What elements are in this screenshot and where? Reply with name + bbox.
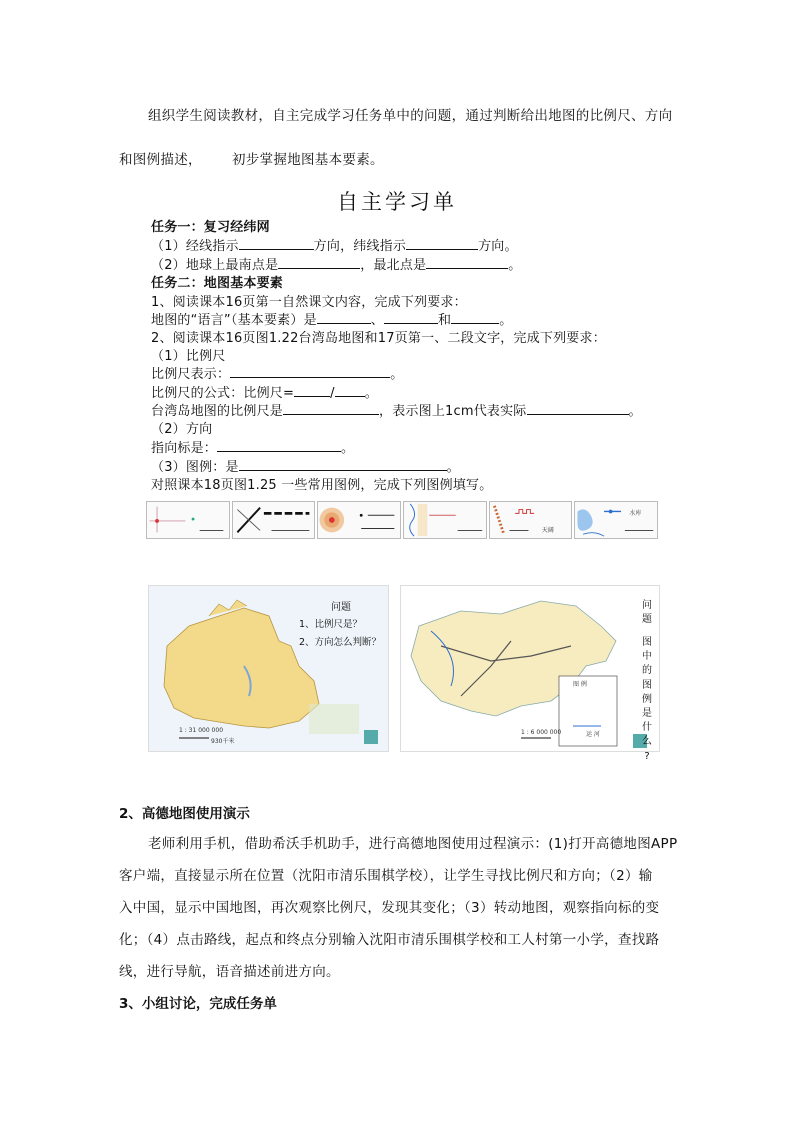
section2-p5: 线，进行导航，语音描述前进方向。 [119,964,340,980]
intro-line-1: 组织学生阅读教材，自主完成学习任务单中的问题，通过判断给出地图的比例尺、方向 [148,108,673,124]
shandong-map [401,586,659,751]
legend-cell-1 [146,501,230,539]
scale-repr: 比例尺表示： 。 [151,367,404,382]
slide-right-title: 问 题 [642,600,652,626]
task2-q1-fill: 地图的“语言”（基本要素）是 、 和 。 [151,313,513,328]
slide-right-question: 图 中 的 图 例 是 什 么 ? [642,637,652,762]
legend-cell-5-icon [490,502,572,538]
section3-heading: 3、小组讨论，完成任务单 [119,996,277,1012]
task2-q1: 1、阅读课本16页第一自然课文内容，完成下列要求： [151,295,467,310]
scale-formula: 比例尺的公式：比例尺= / 。 [151,386,378,401]
slide-shandong [400,585,660,762]
section2-p1: 老师利用手机，借助希沃手机助手，进行高德地图使用过程演示：(1)打开高德地图APP [148,836,678,852]
worksheet-title: 自主学习单 [337,190,457,214]
legend-cell-6-icon [575,502,657,538]
slide-right-scale: 1 : 6 000 000 [521,729,562,736]
legend-label-2: 水库 [629,510,642,517]
legend-task: 对照课本18页图1.25 一些常用图例，完成下列图例填写。 [151,478,493,493]
legend-cell-3 [317,501,401,539]
slide-right-legend-title: 图 例 [573,681,587,688]
task1-q2: （2）地球上最南点是 ，最北点是 。 [151,258,522,273]
slide-left-scale: 1 : 31 000 000 [179,727,224,734]
task2-q2: 2、阅读课本16页图1.22台湾岛地图和17页第一、二段文字，完成下列要求： [151,331,606,346]
legend-label-1: 天阔 [541,527,554,534]
task1-title: 任务一：复习经纬网 [151,220,270,235]
legend-cell-2-icon [233,502,315,538]
legend-cell-3-icon [318,502,400,538]
slide-canada [148,585,389,752]
slide-left-q1: 1、比例尺是？ [299,619,363,630]
legend-cell-2 [232,501,316,539]
legend-cell-6 [574,501,658,539]
intro-line-2b: 初步掌握地图基本要素。 [232,152,384,168]
slide-right-legend-label: 运 河 [586,731,600,738]
section2-heading: 2、高德地图使用演示 [119,806,250,822]
taiwan-scale: 台湾岛地图的比例尺是 ，表示图上1cm代表实际 。 [151,404,642,419]
slide-left-scale-bar: 930千米 [211,738,235,745]
legend-strip [146,501,658,539]
slide-left-title: 问题 [331,602,351,613]
section2-p3: 入中国，显示中国地图，再次观察比例尺，发现其变化；（3）转动地图，观察指向标的变 [119,900,660,916]
section2-p2: 客户端，直接显示所在位置（沈阳市清乐围棋学校），让学生寻找比例尺和方向；（2）输 [119,868,653,884]
section2-p4: 化；（4）点击路线，起点和终点分别输入沈阳市清乐围棋学校和工人村第一小学，查找路 [119,932,660,948]
scale-heading: （1）比例尺 [151,349,226,364]
legend-cell-4-icon [404,502,486,538]
task2-title: 任务二：地图基本要素 [151,276,284,291]
legend-cell-1-icon [147,502,229,538]
legend-cell-5 [489,501,573,539]
direction-fill: 指向标是： 。 [151,441,355,456]
intro-line-2a: 和图例描述， [119,152,202,168]
direction-heading: （2）方向 [151,422,213,437]
legend-cell-4 [403,501,487,539]
slide-left-q2: 2、方向怎么判断？ [299,637,382,648]
legend-fill: （3）图例：是 。 [151,460,460,475]
task1-q1: （1）经线指示 方向，纬线指示 方向。 [151,239,518,254]
